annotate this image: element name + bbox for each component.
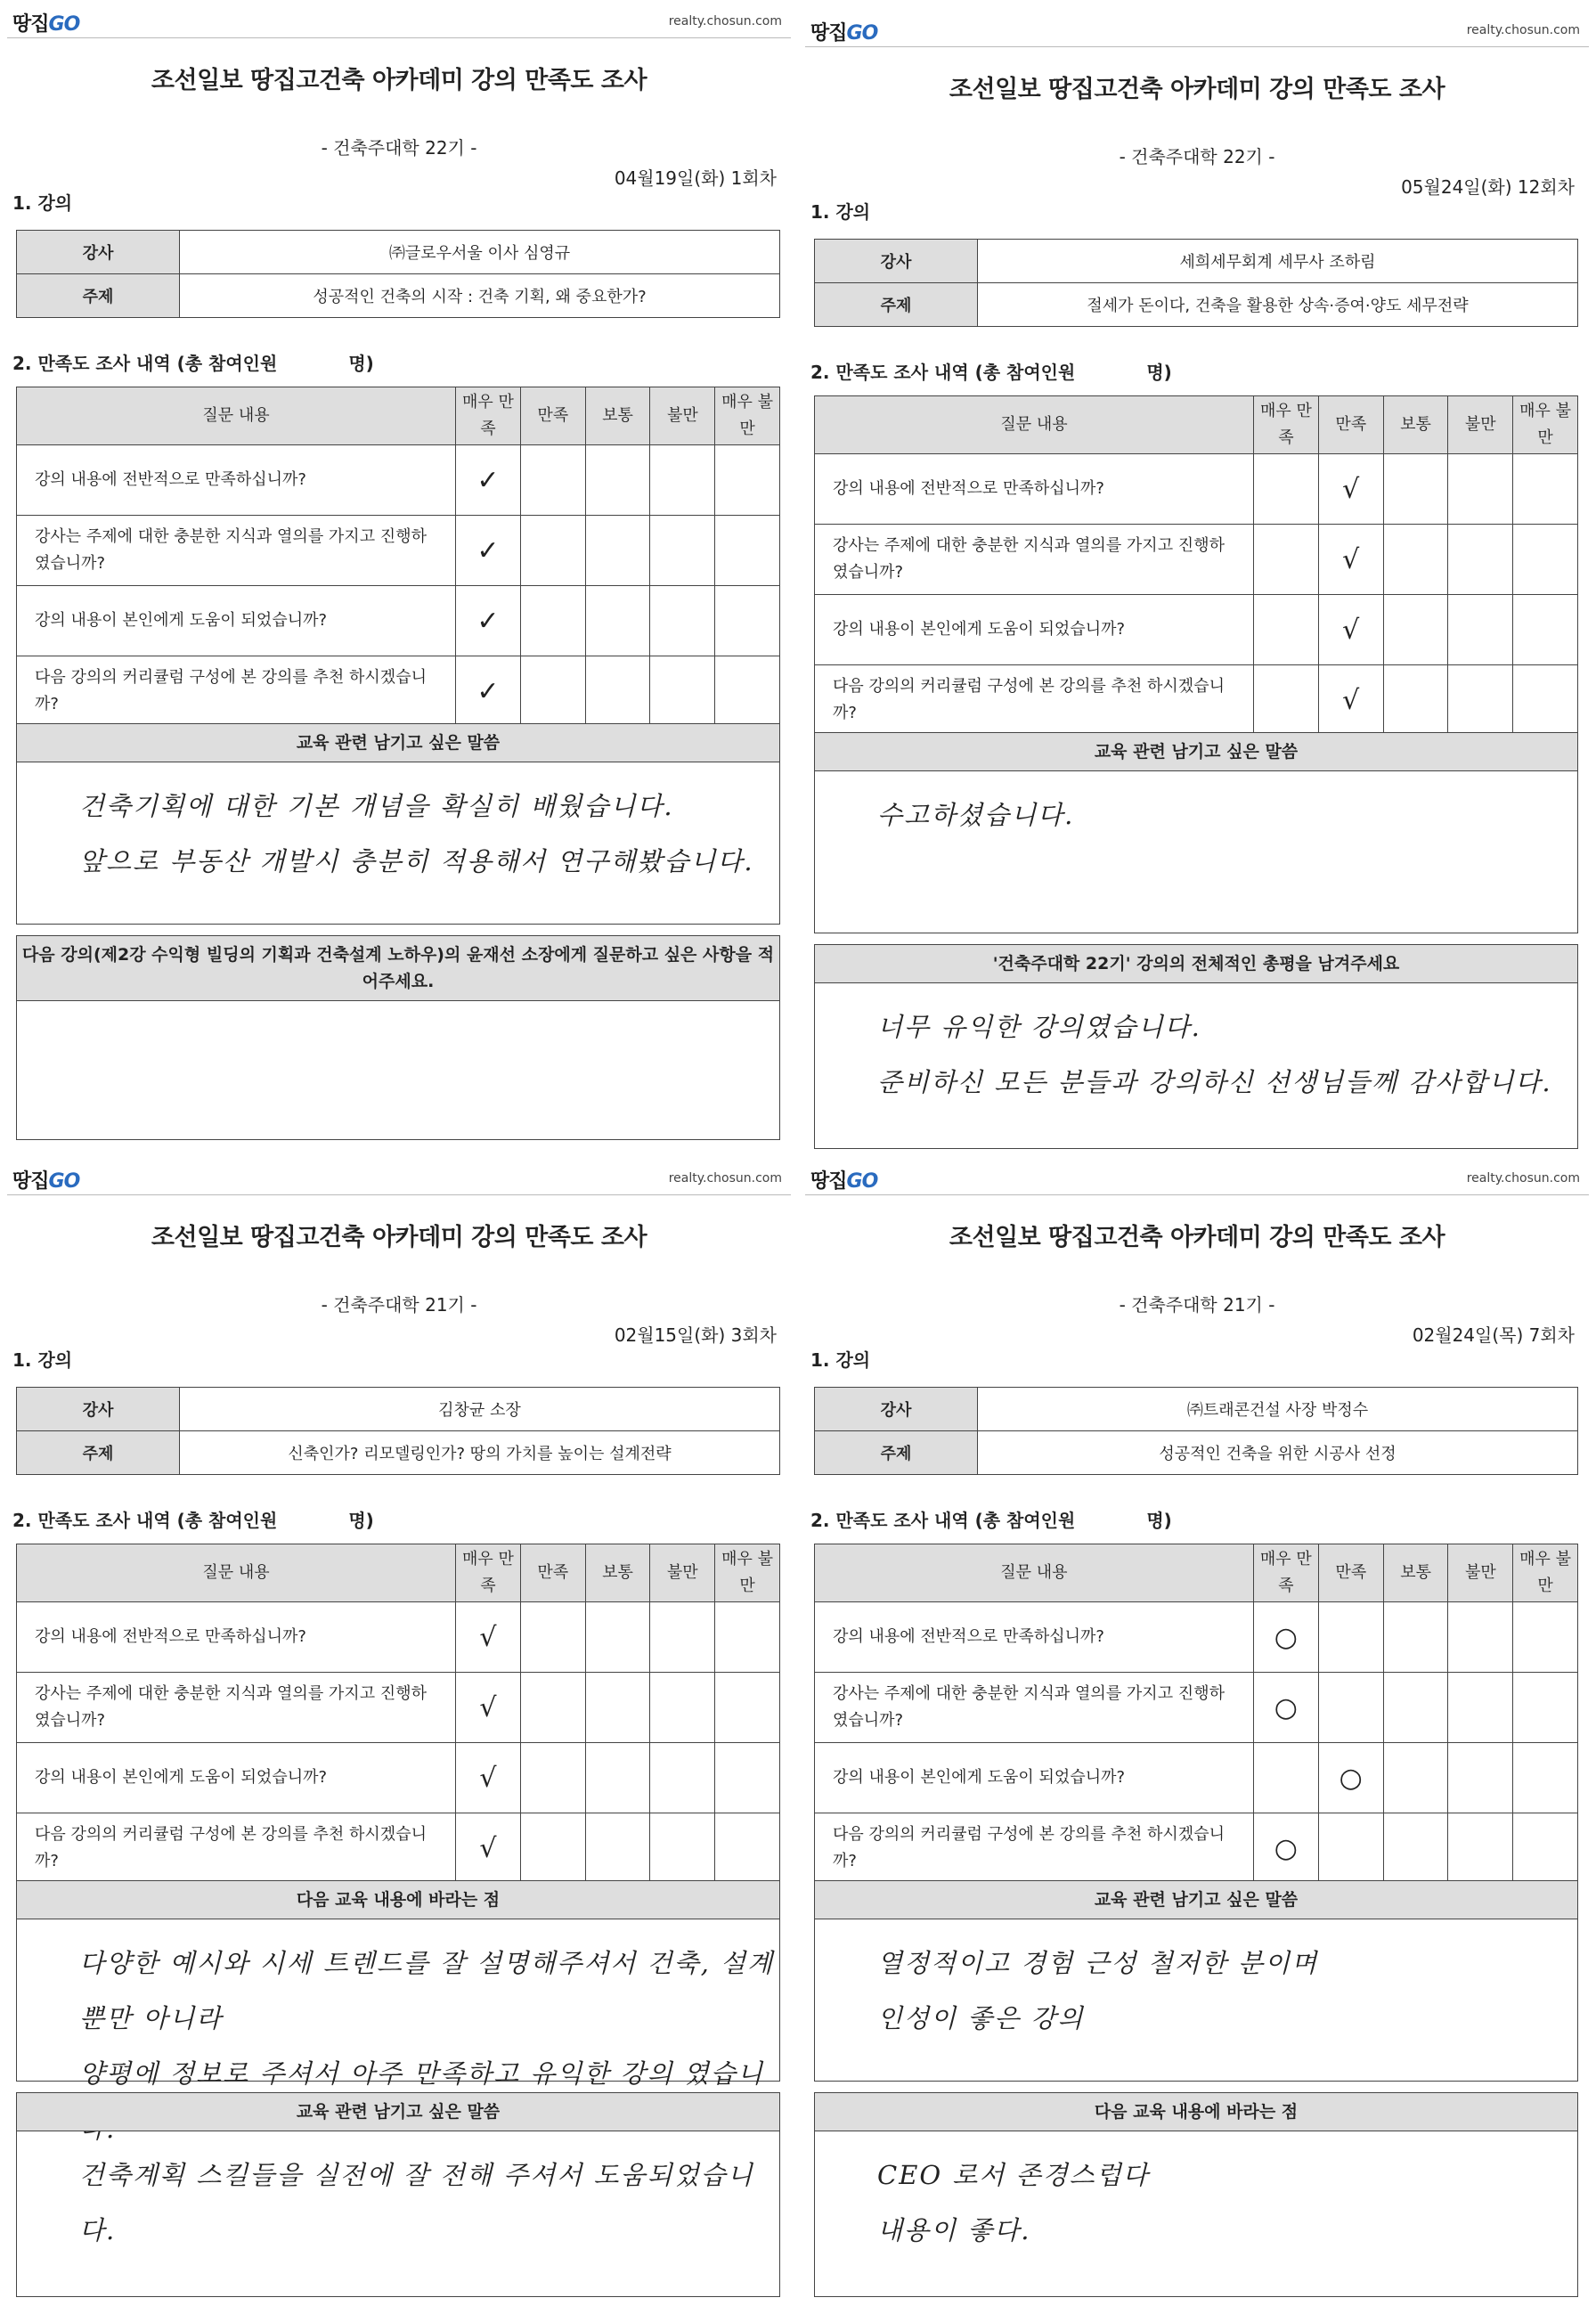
rating-cell[interactable] <box>520 1813 585 1884</box>
header-col-normal: 보통 <box>1383 1544 1448 1602</box>
rating-cell[interactable]: √ <box>1318 595 1383 665</box>
rating-cell[interactable] <box>520 1673 585 1743</box>
section-satisfaction-heading <box>810 358 1172 384</box>
cohort-subtitle: - 건축주대학 22기 - <box>1119 146 1275 167</box>
rating-cell[interactable] <box>1513 525 1578 595</box>
header-divider <box>7 37 791 38</box>
handwritten-line: 내용이 좋다. <box>877 2215 1031 2245</box>
session-date: 02월24일(목) 7회차 <box>1412 1324 1575 1346</box>
rating-cell[interactable] <box>1254 454 1319 525</box>
table-row <box>17 1673 780 1743</box>
section-satisfaction-heading <box>12 349 374 375</box>
rating-cell[interactable] <box>1448 595 1513 665</box>
header-col-very-satisfied: 매우 만족 <box>455 387 520 445</box>
table-row <box>815 454 1578 525</box>
table-row <box>17 445 780 516</box>
satisfaction-table <box>814 395 1578 736</box>
table-row <box>17 656 780 727</box>
rating-cell[interactable]: √ <box>456 1743 521 1813</box>
info-row-instructor <box>815 240 1578 283</box>
brand-logo <box>810 1166 877 1194</box>
header-question-header: 질문 내용 <box>17 387 456 445</box>
handwritten-line: 준비하신 모든 분들과 강의하신 선생님들께 감사합니다. <box>877 1067 1552 1097</box>
table-header-row <box>815 1544 1578 1602</box>
rating-cell[interactable] <box>715 586 780 656</box>
header-col-normal: 보통 <box>585 387 650 445</box>
session-date: 05월24일(화) 12회차 <box>1401 176 1575 198</box>
question-text: 다음 강의의 커리큘럼 구성에 본 강의를 추천 하시겠습니까? <box>815 665 1254 736</box>
topic-label: 주제 <box>815 283 978 327</box>
header-col-very-dissatisfied: 매우 불만 <box>715 387 780 445</box>
rating-cell[interactable] <box>585 445 650 516</box>
rating-cell[interactable] <box>715 516 780 586</box>
section-satisfaction-label: 2. 만족도 조사 내역 (총 참여인원 <box>12 1510 278 1531</box>
rating-cell[interactable]: ○ <box>1318 1743 1383 1813</box>
question-text: 강의 내용에 전반적으로 만족하십니까? <box>815 1602 1254 1673</box>
question-text: 강사는 주제에 대한 충분한 지식과 열의를 가지고 진행하였습니까? <box>17 516 456 586</box>
rating-cell[interactable] <box>650 1673 715 1743</box>
header-divider <box>7 1194 791 1195</box>
rating-cell[interactable] <box>1448 665 1513 736</box>
rating-cell[interactable] <box>1448 1673 1513 1743</box>
brand-go: GO <box>48 13 80 36</box>
handwritten-line: 양평에 정보로 주셔서 아주 만족하고 유익한 강의 였습니 <box>79 2058 764 2089</box>
rating-cell[interactable] <box>520 1743 585 1813</box>
table-header-row <box>815 396 1578 454</box>
rating-cell[interactable] <box>650 516 715 586</box>
rating-cell[interactable] <box>1253 1743 1318 1813</box>
rating-cell[interactable]: ○ <box>1253 1813 1318 1884</box>
table-row <box>17 1602 780 1673</box>
section-satisfaction-suffix: 명) <box>1146 362 1172 383</box>
info-row-instructor <box>17 231 780 274</box>
rating-cell[interactable] <box>1383 1602 1448 1673</box>
header-question-header: 질문 내용 <box>815 396 1254 454</box>
header-col-satisfied: 만족 <box>1318 1544 1383 1602</box>
section-satisfaction-label: 2. 만족도 조사 내역 (총 참여인원 <box>810 1510 1076 1531</box>
handwritten-line: CEO 로서 존경스럽다 <box>877 2160 1150 2190</box>
rating-cell[interactable] <box>1513 1813 1578 1884</box>
rating-cell[interactable] <box>1318 1813 1383 1884</box>
table-row <box>17 586 780 656</box>
rating-cell[interactable] <box>520 656 585 727</box>
rating-cell[interactable]: √ <box>456 1602 521 1673</box>
header-col-satisfied: 만족 <box>520 1544 585 1602</box>
rating-cell[interactable]: ✓ <box>455 656 520 727</box>
brand-name: 땅집 <box>12 13 49 36</box>
comment-box2-title: '건축주대학 22기' 강의의 전체적인 총평을 남겨주세요 <box>815 945 1577 983</box>
table-row <box>815 1813 1578 1884</box>
brand-logo <box>810 18 877 45</box>
site-url: realty.chosun.com <box>1466 1171 1580 1186</box>
rating-cell[interactable]: √ <box>1318 665 1383 736</box>
handwritten-line: 수고하셨습니다. <box>877 800 1075 830</box>
comment-box1 <box>814 732 1578 933</box>
rating-cell[interactable] <box>1513 1743 1578 1813</box>
rating-cell[interactable] <box>1383 1673 1448 1743</box>
rating-cell[interactable] <box>715 1743 780 1813</box>
handwritten-line: 열정적이고 경험 근성 철저한 분이며 <box>877 1948 1319 1978</box>
header-col-very-satisfied: 매우 만족 <box>456 1544 521 1602</box>
rating-cell[interactable] <box>1254 595 1319 665</box>
table-row <box>17 1813 780 1884</box>
rating-cell[interactable] <box>1383 525 1448 595</box>
lecture-info-table <box>16 230 780 318</box>
section-lecture-heading: 1. 강의 <box>12 192 73 214</box>
rating-cell[interactable] <box>520 586 585 656</box>
rating-cell[interactable] <box>1513 665 1578 736</box>
table-row <box>815 1743 1578 1813</box>
section-satisfaction-suffix: 명) <box>348 1510 374 1531</box>
rating-cell[interactable] <box>585 586 650 656</box>
rating-cell[interactable] <box>715 1813 780 1884</box>
info-row-topic <box>815 1431 1578 1475</box>
question-text: 강사는 주제에 대한 충분한 지식과 열의를 가지고 진행하였습니까? <box>815 525 1254 595</box>
instructor-value: 김창균 소장 <box>180 1388 780 1431</box>
site-url: realty.chosun.com <box>668 14 782 29</box>
rating-cell[interactable] <box>715 445 780 516</box>
rating-cell[interactable] <box>520 1602 585 1673</box>
cohort-subtitle: - 건축주대학 21기 - <box>321 1294 477 1316</box>
instructor-value: ㈜트래콘건설 사장 박정수 <box>978 1388 1578 1431</box>
table-row <box>815 665 1578 736</box>
session-date: 02월15일(화) 3회차 <box>614 1324 777 1346</box>
header-col-very-dissatisfied: 매우 불만 <box>715 1544 780 1602</box>
question-text: 강의 내용이 본인에게 도움이 되었습니까? <box>815 595 1254 665</box>
brand-logo <box>12 1166 79 1194</box>
instructor-label: 강사 <box>17 231 180 274</box>
rating-cell[interactable] <box>585 516 650 586</box>
rating-cell[interactable]: ○ <box>1253 1673 1318 1743</box>
header-col-satisfied: 만족 <box>520 387 585 445</box>
comment-box1 <box>814 1880 1578 2082</box>
comment-box1-body[interactable] <box>815 771 1577 843</box>
rating-cell[interactable] <box>1383 665 1448 736</box>
brand-name: 땅집 <box>12 1170 49 1193</box>
rating-cell[interactable] <box>650 586 715 656</box>
table-row <box>17 516 780 586</box>
info-row-instructor <box>17 1388 780 1431</box>
section-satisfaction-heading <box>810 1506 1172 1532</box>
section-satisfaction-suffix: 명) <box>1146 1510 1172 1531</box>
satisfaction-table <box>16 1544 780 1884</box>
rating-cell[interactable] <box>650 1602 715 1673</box>
handwritten-line: 건축계획 스킬들을 실전에 잘 전해 주셔서 도움되었습니다. <box>79 2160 754 2245</box>
handwritten-line: 다양한 예시와 시세 트렌드를 잘 설명해주셔서 건축, 설계 뿐만 아니라 <box>79 1948 775 2033</box>
rating-cell[interactable] <box>585 1673 650 1743</box>
topic-value: 신축인가? 리모델링인가? 땅의 가치를 높이는 설계전략 <box>180 1431 780 1475</box>
rating-cell[interactable] <box>1383 595 1448 665</box>
rating-cell[interactable] <box>650 445 715 516</box>
topic-label: 주제 <box>17 274 180 318</box>
table-row <box>815 1602 1578 1673</box>
survey-form-4 <box>798 1157 1596 2314</box>
instructor-label: 강사 <box>815 1388 978 1431</box>
comment-box2-title: 교육 관련 남기고 싶은 말씀 <box>17 2093 779 2131</box>
brand-name: 땅집 <box>810 1170 847 1193</box>
table-row <box>815 595 1578 665</box>
table-row <box>815 525 1578 595</box>
brand-logo <box>12 9 79 37</box>
rating-cell[interactable] <box>1513 1602 1578 1673</box>
rating-cell[interactable] <box>1383 1743 1448 1813</box>
brand-go: GO <box>846 1170 878 1193</box>
survey-form-2 <box>798 9 1596 1166</box>
section-lecture-heading: 1. 강의 <box>810 201 871 223</box>
brand-go: GO <box>48 1170 80 1193</box>
rating-cell[interactable] <box>585 1602 650 1673</box>
brand-go: GO <box>846 22 878 45</box>
comment-box1-title: 교육 관련 남기고 싶은 말씀 <box>815 1881 1577 1919</box>
topic-value: 절세가 돈이다, 건축을 활용한 상속·증여·양도 세무전략 <box>978 283 1578 327</box>
table-header-row <box>17 387 780 445</box>
header-col-very-satisfied: 매우 만족 <box>1254 396 1319 454</box>
comment-box2 <box>16 935 780 1140</box>
header-col-satisfied: 만족 <box>1318 396 1383 454</box>
lecture-info-table <box>16 1387 780 1475</box>
question-text: 다음 강의의 커리큘럼 구성에 본 강의를 추천 하시겠습니까? <box>815 1813 1254 1884</box>
lecture-info-table <box>814 239 1578 327</box>
info-row-topic <box>815 283 1578 327</box>
header-divider <box>805 46 1589 47</box>
lecture-info-table <box>814 1387 1578 1475</box>
rating-cell[interactable] <box>1448 525 1513 595</box>
question-text: 다음 강의의 커리큘럼 구성에 본 강의를 추천 하시겠습니까? <box>17 1813 456 1884</box>
instructor-label: 강사 <box>815 240 978 283</box>
comment-box2-title: 다음 교육 내용에 바라는 점 <box>815 2093 1577 2131</box>
section-satisfaction-label: 2. 만족도 조사 내역 (총 참여인원 <box>12 353 278 374</box>
survey-form-3 <box>0 1157 798 2314</box>
info-row-topic <box>17 1431 780 1475</box>
rating-cell[interactable] <box>715 1602 780 1673</box>
brand-name: 땅집 <box>810 22 847 45</box>
rating-cell[interactable]: √ <box>1318 525 1383 595</box>
rating-cell[interactable] <box>1318 1673 1383 1743</box>
page-title: 조선일보 땅집고건축 아카데미 강의 만족도 조사 <box>151 67 647 94</box>
header-col-dissatisfied: 불만 <box>1448 1544 1513 1602</box>
comment-box1-title: 교육 관련 남기고 싶은 말씀 <box>815 733 1577 771</box>
comment-box1 <box>16 723 780 925</box>
rating-cell[interactable] <box>1448 1743 1513 1813</box>
handwritten-line: 인성이 좋은 강의 <box>877 2003 1085 2033</box>
page-title: 조선일보 땅집고건축 아카데미 강의 만족도 조사 <box>151 1224 647 1251</box>
rating-cell[interactable] <box>650 1813 715 1884</box>
site-url: realty.chosun.com <box>668 1171 782 1186</box>
rating-cell[interactable] <box>585 656 650 727</box>
rating-cell[interactable]: √ <box>1318 454 1383 525</box>
rating-cell[interactable] <box>650 656 715 727</box>
rating-cell[interactable]: ✓ <box>455 586 520 656</box>
survey-form-1 <box>0 0 798 1157</box>
rating-cell[interactable] <box>1254 525 1319 595</box>
rating-cell[interactable] <box>585 1813 650 1884</box>
rating-cell[interactable] <box>1448 1602 1513 1673</box>
rating-cell[interactable]: ✓ <box>455 445 520 516</box>
comment-box1 <box>16 1880 780 2089</box>
info-row-instructor <box>815 1388 1578 1431</box>
topic-label: 주제 <box>17 1431 180 1475</box>
header-col-dissatisfied: 불만 <box>1448 396 1513 454</box>
page-title: 조선일보 땅집고건축 아카데미 강의 만족도 조사 <box>949 76 1445 103</box>
comment-box2-body[interactable] <box>17 1001 779 1017</box>
topic-value: 성공적인 건축을 위한 시공사 선정 <box>978 1431 1578 1475</box>
rating-cell[interactable]: √ <box>456 1673 521 1743</box>
question-text: 강의 내용에 전반적으로 만족하십니까? <box>17 1602 456 1673</box>
page-title: 조선일보 땅집고건축 아카데미 강의 만족도 조사 <box>949 1224 1445 1251</box>
cohort-subtitle: - 건축주대학 21기 - <box>1119 1294 1275 1316</box>
comment-box2-title: 다음 강의(제2강 수익형 빌딩의 기획과 건축설계 노하우)의 윤재선 소장에게 질문하고 싶은 사항을 적어주세요. <box>17 936 779 1001</box>
header-question-header: 질문 내용 <box>815 1544 1254 1602</box>
table-row <box>815 1673 1578 1743</box>
header-col-very-dissatisfied: 매우 불만 <box>1513 396 1578 454</box>
question-text: 강의 내용에 전반적으로 만족하십니까? <box>815 454 1254 525</box>
rating-cell[interactable] <box>1513 454 1578 525</box>
instructor-value: 세희세무회계 세무사 조하림 <box>978 240 1578 283</box>
header-divider <box>805 1194 1589 1195</box>
handwritten-line: 너무 유익한 강의였습니다. <box>877 1012 1201 1042</box>
table-row <box>17 1743 780 1813</box>
rating-cell[interactable] <box>1383 1813 1448 1884</box>
header-col-normal: 보통 <box>585 1544 650 1602</box>
comment-box1-body[interactable] <box>815 1919 1577 2046</box>
comment-box2 <box>814 2092 1578 2297</box>
section-satisfaction-suffix: 명) <box>348 353 374 374</box>
rating-cell[interactable] <box>520 516 585 586</box>
header-col-dissatisfied: 불만 <box>650 1544 715 1602</box>
section-lecture-heading: 1. 강의 <box>810 1349 871 1371</box>
header-question-header: 질문 내용 <box>17 1544 456 1602</box>
table-header-row <box>17 1544 780 1602</box>
header-col-very-dissatisfied: 매우 불만 <box>1513 1544 1578 1602</box>
topic-value: 성공적인 건축의 시작 : 건축 기획, 왜 중요한가? <box>180 274 780 318</box>
rating-cell[interactable]: ○ <box>1253 1602 1318 1673</box>
question-text: 강의 내용이 본인에게 도움이 되었습니까? <box>17 586 456 656</box>
satisfaction-table <box>16 387 780 727</box>
comment-box2 <box>16 2092 780 2297</box>
header-col-very-satisfied: 매우 만족 <box>1253 1544 1318 1602</box>
question-text: 다음 강의의 커리큘럼 구성에 본 강의를 추천 하시겠습니까? <box>17 656 456 727</box>
satisfaction-table <box>814 1544 1578 1884</box>
instructor-value: ㈜글로우서울 이사 심영규 <box>180 231 780 274</box>
site-url: realty.chosun.com <box>1466 23 1580 37</box>
rating-cell[interactable] <box>585 1743 650 1813</box>
comment-box2-body[interactable] <box>17 2131 779 2258</box>
header-col-normal: 보통 <box>1383 396 1448 454</box>
rating-cell[interactable] <box>715 1673 780 1743</box>
rating-cell[interactable] <box>1513 1673 1578 1743</box>
question-text: 강사는 주제에 대한 충분한 지식과 열의를 가지고 진행하였습니까? <box>17 1673 456 1743</box>
comment-box1-body[interactable] <box>17 762 779 889</box>
question-text: 강의 내용이 본인에게 도움이 되었습니까? <box>815 1743 1254 1813</box>
rating-cell[interactable] <box>1318 1602 1383 1673</box>
comment-box2 <box>814 944 1578 1149</box>
instructor-label: 강사 <box>17 1388 180 1431</box>
comment-box1-title: 다음 교육 내용에 바라는 점 <box>17 1881 779 1919</box>
rating-cell[interactable] <box>1448 1813 1513 1884</box>
rating-cell[interactable] <box>1254 665 1319 736</box>
rating-cell[interactable] <box>520 445 585 516</box>
rating-cell[interactable] <box>715 656 780 727</box>
rating-cell[interactable] <box>1383 454 1448 525</box>
question-text: 강사는 주제에 대한 충분한 지식과 열의를 가지고 진행하였습니까? <box>815 1673 1254 1743</box>
handwritten-line: 앞으로 부동산 개발시 충분히 적용해서 연구해봤습니다. <box>79 846 754 876</box>
comment-box1-title: 교육 관련 남기고 싶은 말씀 <box>17 724 779 762</box>
rating-cell[interactable] <box>1448 454 1513 525</box>
header-col-dissatisfied: 불만 <box>650 387 715 445</box>
rating-cell[interactable] <box>650 1743 715 1813</box>
rating-cell[interactable]: ✓ <box>455 516 520 586</box>
section-satisfaction-label: 2. 만족도 조사 내역 (총 참여인원 <box>810 362 1076 383</box>
comment-box2-body[interactable] <box>815 2131 1577 2258</box>
section-satisfaction-heading <box>12 1506 374 1532</box>
info-row-topic <box>17 274 780 318</box>
session-date: 04월19일(화) 1회차 <box>614 167 777 189</box>
comment-box2-body[interactable] <box>815 983 1577 1110</box>
handwritten-line: 건축기획에 대한 기본 개념을 확실히 배웠습니다. <box>79 791 674 821</box>
rating-cell[interactable]: √ <box>456 1813 521 1884</box>
topic-label: 주제 <box>815 1431 978 1475</box>
section-lecture-heading: 1. 강의 <box>12 1349 73 1371</box>
question-text: 강의 내용이 본인에게 도움이 되었습니까? <box>17 1743 456 1813</box>
cohort-subtitle: - 건축주대학 22기 - <box>321 137 477 159</box>
question-text: 강의 내용에 전반적으로 만족하십니까? <box>17 445 456 516</box>
rating-cell[interactable] <box>1513 595 1578 665</box>
